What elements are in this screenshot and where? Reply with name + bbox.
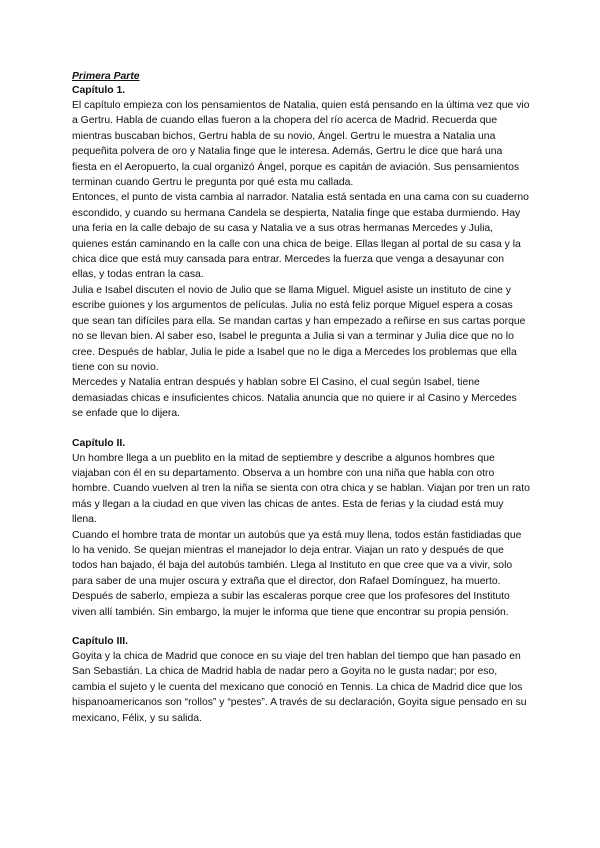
chapter-3-title: Capítulo III. (72, 636, 128, 647)
chapter-3-section (72, 635, 530, 726)
chapter-2-title: Capítulo II. (72, 437, 126, 449)
chapter-1-paragraph: Mercedes y Natalia entran después y hablan sobre El Casino, el cual según Isabel, tiene demasiadas chicas e insuficientes chicos. Natalia anuncia que no quiere ir al Casino y Mercedes se enfade que lo dijera. (72, 377, 517, 420)
chapter-1-paragraph: Entonces, el punto de vista cambia al narrador. Natalia está sentada en una cama con su cuaderno escondido, y cuando su hermana Candela se despierta, Natalia finge que estaba durmiendo. Hay una feria en la calle debajo de su casa y Natalia ve a sus otras hermanas Mercedes y Julia, quienes están caminando en la calle con una chica de beige. Ellas llegan al portal de su casa y la chica dice que está muy cansada para entrar. Mercedes la fuerza que venga a desayunar con ellas, y todas entran la casa. (72, 192, 529, 281)
chapter-2-section (72, 437, 530, 620)
chapter-2-paragraph: Un hombre llega a un pueblito en la mitad de septiembre y describe a algunos hombres que viajaban con él en su departamento. Observa a un hombre con una niña que habla con otro hombre. Cuando vuelven al tren la niña se sienta con otra chica y se hablan. Viajan por tren un rato más y llegan a la ciudad en que viven las chicas de antes. Esta de ferias y la ciudad está muy llena. (72, 452, 530, 526)
chapter-1-paragraph: El capítulo empieza con los pensamientos de Natalia, quien está pensando en la última vez que vio a Gertru. Habla de cuando ellas fueron a la chopera del río acerca de Madrid. Recuerda que mientras buscaban bichos, Gertru habla de su novio, Ángel. Gertru le muestra a Natalia una pequeñita polvera de oro y Natalia finge que le interesa. Además, Gertru le dice que hará una fiesta en el Aeropuerto, la cual organizó Ángel, porque es capitán de aviación. Sus pensamientos terminan cuando Gertru le pregunta por qué esta mu callada. (72, 100, 530, 189)
chapter-3-paragraph: Goyita y la chica de Madrid que conoce en su viaje del tren hablan del tiempo que han pasado en San Sebastián. La chica de Madrid habla de nadar pero a Goyita no le gusta nadar; por eso, cambia el sujeto y le cuenta del mexicano que conoció en Tennis. La chica de Madrid dice que los hispanoamericanos son “rollos” y “pestes”. A través de su declaración, Goyita sigue pensado en su mexicano, Félix, y su salida. (72, 651, 527, 724)
chapter-1-title: Capítulo 1. (72, 85, 126, 96)
section-spacer (72, 620, 530, 635)
chapter-1-section (72, 84, 530, 422)
chapter-2-paragraph: Cuando el hombre trata de montar un autobús que ya está muy llena, todos están fastidiadas que lo ha venido. Se quejan mientras el manejador lo deja entrar. Viajan un rato y después de que todos han bajado, él baja del autobús también. Llega al Instituto en que cree que va a vivir, solo para saber de una mujer oscura y extraña que el director, don Rafael Domínguez, ha muerto. Después de saberlo, empieza a subir las escaleras porque cree que los profesores del Instituto viven allí también. Sin embargo, la mujer le informa que tiene que encontrar su propia pensión. (72, 529, 522, 618)
part-title: Primera Parte (72, 71, 140, 82)
section-spacer (72, 422, 530, 437)
chapter-1-paragraph: Julia e Isabel discuten el novio de Julio que se llama Miguel. Miguel asiste un instituto de cine y escribe guiones y los argumentos de películas. Julia no está feliz porque Miguel espera a cosas que sean tan difíciles para ella. Se mandan cartas y han empezado a reñirse en sus cartas porque no se llevan bien. Al saber eso, Isabel le pregunta a Julia si van a terminar y Julia dice que no lo cree. Después de hablar, Julia le pide a Isabel que no le diga a Mercedes los problemas que ella tiene con su novio. (72, 284, 526, 373)
